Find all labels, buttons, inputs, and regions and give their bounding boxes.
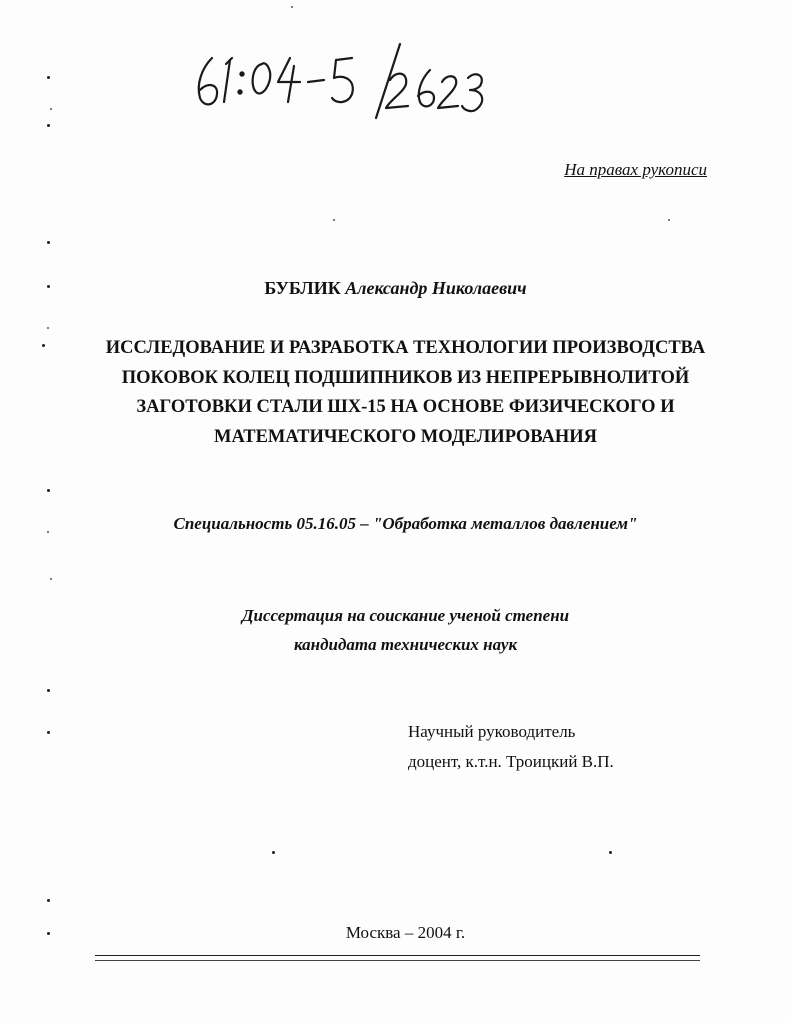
scan-speck bbox=[47, 899, 50, 902]
supervisor-name: доцент, к.т.н. Троицкий В.П. bbox=[408, 752, 614, 771]
scan-speck bbox=[291, 6, 293, 8]
supervisor-block bbox=[408, 717, 614, 777]
handwritten-archive-number bbox=[190, 40, 490, 120]
scan-speck bbox=[47, 531, 49, 533]
degree-line: кандидата технических наук bbox=[293, 635, 518, 654]
author-name bbox=[0, 278, 791, 299]
title-line: МАТЕМАТИЧЕСКОГО МОДЕЛИРОВАНИЯ bbox=[214, 426, 597, 447]
author-surname: БУБЛИК bbox=[264, 278, 341, 298]
scan-speck bbox=[47, 76, 50, 79]
rights-note: На правах рукописи bbox=[564, 160, 707, 179]
scan-speck bbox=[47, 241, 50, 244]
specialty: Специальность 05.16.05 – "Обработка металлов давлением" bbox=[173, 514, 638, 533]
scan-speck bbox=[333, 219, 335, 221]
title-line: ЗАГОТОВКИ СТАЛИ ШХ-15 НА ОСНОВЕ ФИЗИЧЕСКОГО И bbox=[136, 397, 675, 417]
scan-speck bbox=[668, 219, 670, 221]
scan-speck bbox=[47, 689, 50, 692]
dissertation-title bbox=[80, 334, 731, 452]
scan-speck bbox=[50, 108, 52, 110]
author-given-names: Александр Николаевич bbox=[345, 278, 527, 298]
title-line: ПОКОВОК КОЛЕЦ ПОДШИПНИКОВ ИЗ НЕПРЕРЫВНОЛИТОЙ bbox=[121, 367, 690, 388]
scan-speck bbox=[47, 327, 49, 329]
degree-line: Диссертация на соискание ученой степени bbox=[241, 606, 570, 625]
scan-speck bbox=[42, 344, 45, 347]
scan-speck bbox=[609, 851, 612, 854]
bottom-rule-thin bbox=[95, 960, 700, 961]
scan-speck bbox=[47, 124, 50, 127]
scan-speck bbox=[47, 932, 50, 935]
title-line: ИССЛЕДОВАНИЕ И РАЗРАБОТКА ТЕХНОЛОГИИ ПРОИЗВОДСТВА bbox=[105, 338, 706, 358]
scan-speck bbox=[47, 489, 50, 492]
scan-speck bbox=[50, 578, 52, 580]
scan-speck bbox=[47, 731, 50, 734]
scan-speck bbox=[47, 285, 50, 288]
scan-speck bbox=[272, 851, 275, 854]
bottom-rule bbox=[95, 955, 700, 956]
city-year: Москва – 2004 г. bbox=[345, 923, 466, 942]
degree-statement bbox=[0, 601, 791, 659]
supervisor-role: Научный руководитель bbox=[408, 722, 576, 741]
